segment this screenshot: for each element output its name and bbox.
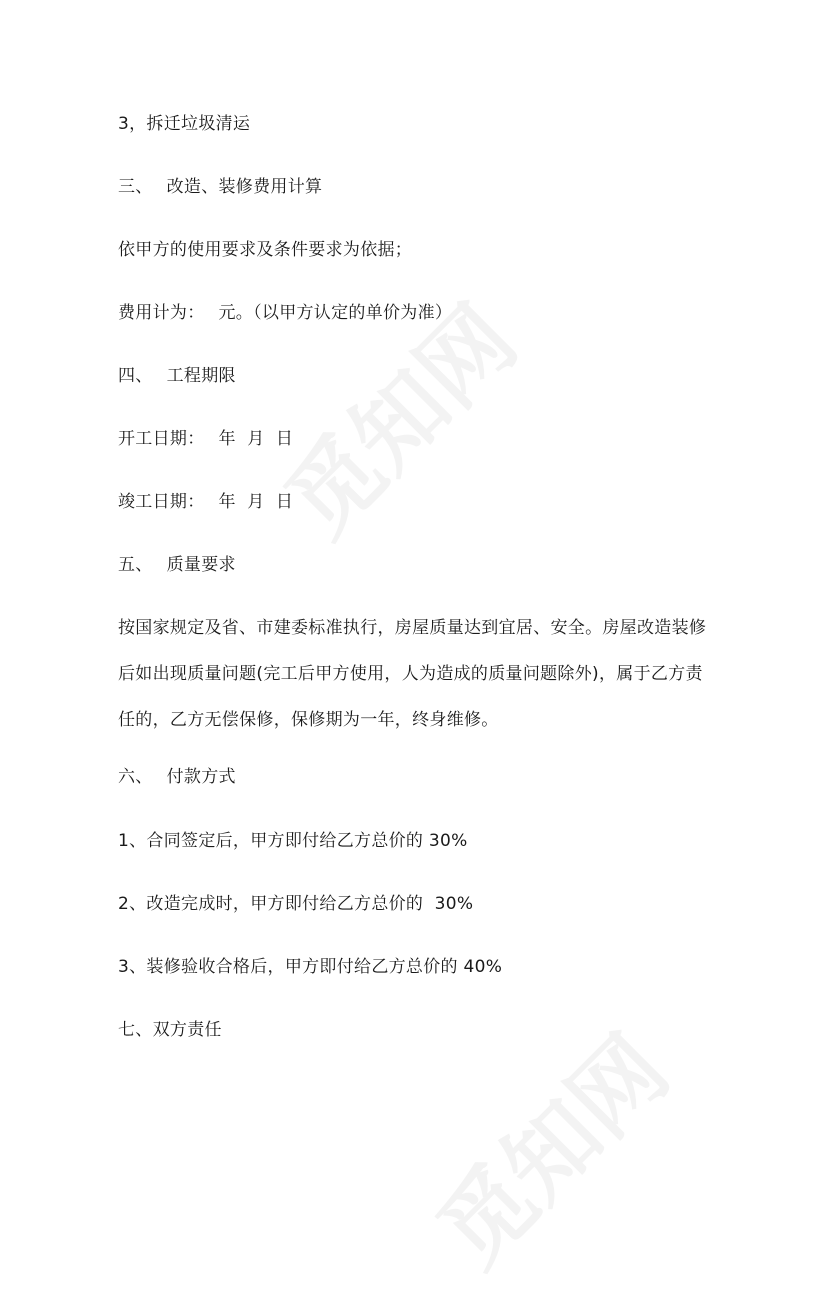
section-heading-period <box>118 366 236 386</box>
section-title: 改造、装修费用计算 <box>166 177 323 197</box>
section-heading-cost <box>118 177 322 197</box>
cost-amount-line <box>118 303 452 323</box>
section-heading-payment <box>118 767 236 787</box>
start-date-label: 开工日期： <box>118 429 205 449</box>
payment-item: 2、改造完成时，甲方即付给乙方总价的 30% <box>118 894 474 914</box>
section-heading-responsibilities: 七、双方责任 <box>118 1020 222 1040</box>
section-number: 四、 <box>118 366 153 386</box>
paragraph-line: 任的，乙方无偿保修，保修期为一年，终身维修。 <box>118 710 499 730</box>
section-title: 工程期限 <box>166 366 236 386</box>
cost-basis-text: 依甲方的使用要求及条件要求为依据； <box>118 240 413 260</box>
cost-label: 费用计为： <box>118 303 205 323</box>
item-demolition-cleanup: 3，拆迁垃圾清运 <box>118 114 251 134</box>
start-date-line <box>118 429 293 449</box>
section-number: 六、 <box>118 767 153 787</box>
section-heading-quality <box>118 555 236 575</box>
completion-date-line <box>118 492 293 512</box>
cost-value-text: 元。（以甲方认定的单价为准） <box>218 303 453 323</box>
paragraph-line: 按国家规定及省、市建委标准执行，房屋质量达到宜居、安全。房屋改造装修 <box>118 618 707 638</box>
section-title: 付款方式 <box>166 767 236 787</box>
paragraph-line: 后如出现质量问题(完工后甲方使用，人为造成的质量问题除外)，属于乙方责 <box>118 664 703 684</box>
payment-item: 3、装修验收合格后，甲方即付给乙方总价的 40% <box>118 957 503 977</box>
section-number: 三、 <box>118 177 153 197</box>
completion-date-label: 竣工日期： <box>118 492 205 512</box>
start-date-value: 年 月 日 <box>218 429 294 449</box>
payment-item: 1、合同签定后，甲方即付给乙方总价的 30% <box>118 831 468 851</box>
watermark-logo-bottom <box>404 1002 693 1290</box>
section-number: 五、 <box>118 555 153 575</box>
completion-date-value: 年 月 日 <box>218 492 294 512</box>
section-title: 质量要求 <box>166 555 236 575</box>
quality-paragraph <box>118 618 718 730</box>
